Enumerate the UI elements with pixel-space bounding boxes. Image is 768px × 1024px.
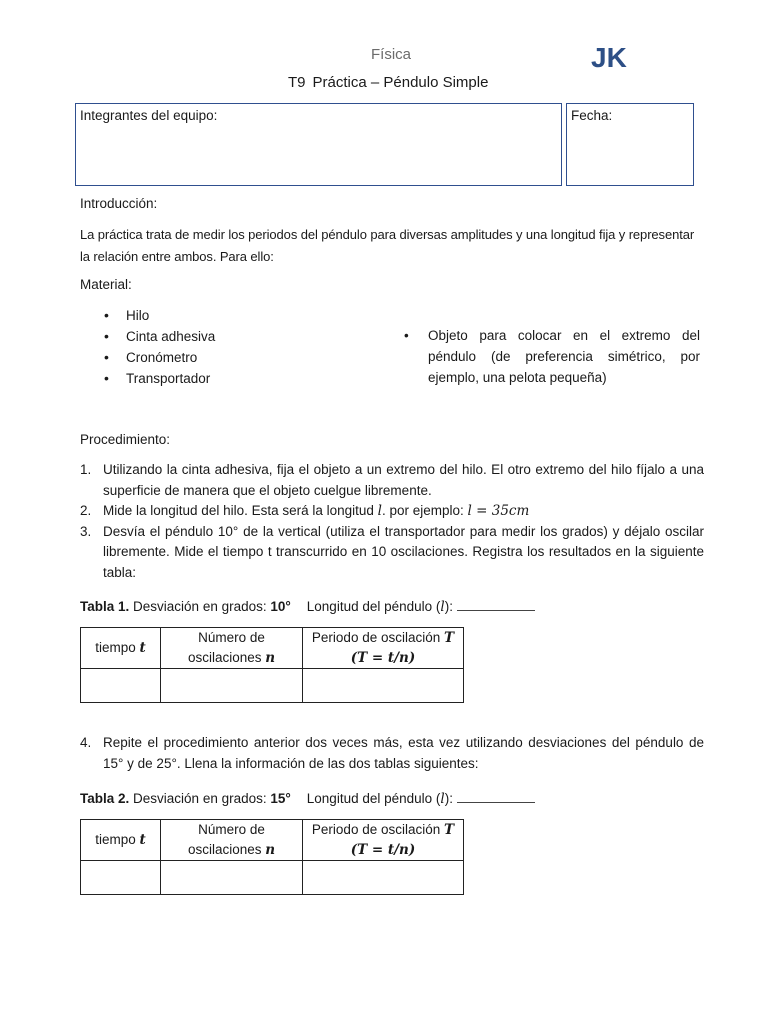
table-header-row xyxy=(81,628,464,669)
table1-length-end: ): xyxy=(444,599,453,614)
procedure-step xyxy=(80,733,704,774)
time-header: tiempo t xyxy=(81,628,161,669)
table2-caption xyxy=(80,790,535,807)
list-item: • Transportador xyxy=(82,368,382,389)
step-number: 4. xyxy=(80,735,92,750)
table2-length-var: l xyxy=(440,791,445,807)
list-item: • Cinta adhesiva xyxy=(82,326,382,347)
step-number: 3. xyxy=(80,523,92,539)
brand-logo xyxy=(591,42,635,72)
oscillations-header: Número de oscilaciones n xyxy=(161,628,303,669)
time-cell[interactable] xyxy=(81,669,161,703)
table1 xyxy=(80,627,464,703)
logo-text: JK xyxy=(591,42,627,72)
step-text: Utilizando la cinta adhesiva, fija el objeto a un extremo del hilo. El otro extremo del hilo fíjalo a una superficie de manera que el objeto cuelgue libremente. xyxy=(103,462,704,498)
table2-label: Tabla 2. xyxy=(80,791,130,806)
table2-deviation-label: Desviación en grados: xyxy=(129,791,271,806)
procedure-steps-continued xyxy=(80,733,704,774)
team-members-label: Integrantes del equipo: xyxy=(80,108,218,123)
team-members-field[interactable] xyxy=(75,103,562,186)
step-number: 1. xyxy=(80,462,92,477)
period-header: Periodo de oscilación T (T = t/n) xyxy=(303,628,464,669)
step-text: Desvía el péndulo 10° de la vertical (utiliza el transportador para medir los grados) y déjalo oscilar libremente. Mide el tiempo t transcurrido en 10 oscilaciones. Registra los resultados en la siguiente tabla: xyxy=(103,523,704,580)
table1-length-var: l xyxy=(440,599,445,615)
table2-length-label: Longitud del péndulo ( xyxy=(306,791,441,806)
material-list-right xyxy=(404,325,700,388)
table2-length-end: ): xyxy=(444,791,453,806)
procedure-step xyxy=(80,501,704,522)
table1-length-label: Longitud del péndulo ( xyxy=(306,599,441,614)
subject-label: Física xyxy=(370,46,411,63)
material-list xyxy=(82,305,382,389)
step-text: Repite el procedimiento anterior dos veces más, esta vez utilizando desviaciones del péndulo de 15° y de 25°. Llena la información de las dos tablas siguientes: xyxy=(103,735,704,771)
time-header: tiempo t xyxy=(81,820,161,861)
page-title xyxy=(288,74,488,91)
title-text: Práctica – Péndulo Simple xyxy=(312,74,489,91)
title-code: T9 xyxy=(288,74,306,91)
procedure-steps xyxy=(80,460,704,583)
table2-length-blank[interactable] xyxy=(457,790,535,803)
bullet-icon: • xyxy=(404,328,409,343)
list-item: • Hilo xyxy=(82,305,382,326)
table-row xyxy=(81,861,464,895)
procedure-heading: Procedimiento: xyxy=(80,432,171,447)
table2-deviation: 15° xyxy=(270,791,291,806)
table-row xyxy=(81,669,464,703)
oscillations-cell[interactable] xyxy=(161,861,303,895)
material-heading: Material: xyxy=(80,277,132,292)
period-cell[interactable] xyxy=(303,861,464,895)
procedure-step xyxy=(80,460,704,501)
date-label: Fecha: xyxy=(571,108,613,123)
table-header-row xyxy=(81,820,464,861)
oscillations-cell[interactable] xyxy=(161,669,303,703)
intro-heading: Introducción: xyxy=(80,196,158,211)
table1-length-blank[interactable] xyxy=(457,598,535,611)
table2 xyxy=(80,819,464,895)
length-variable: l xyxy=(377,503,382,519)
table1-deviation: 10° xyxy=(270,599,291,614)
step-text: Mide la longitud del hilo. Esta será la longitud xyxy=(103,503,378,518)
step-text: . por ejemplo: xyxy=(382,503,468,518)
period-header: Periodo de oscilación T (T = t/n) xyxy=(303,820,464,861)
table1-label: Tabla 1. xyxy=(80,599,130,614)
intro-text: La práctica trata de medir los periodos del péndulo para diversas amplitudes y una longitud fija y representar la relación entre ambos. Para ello: xyxy=(80,227,695,264)
procedure-step xyxy=(80,522,704,584)
length-equation: l = 35cm xyxy=(467,503,530,519)
table1-caption xyxy=(80,598,535,615)
list-item: • Cronómetro xyxy=(82,347,382,368)
oscillations-header: Número de oscilaciones n xyxy=(161,820,303,861)
step-number: 2. xyxy=(80,503,92,518)
period-cell[interactable] xyxy=(303,669,464,703)
table1-deviation-label: Desviación en grados: xyxy=(129,599,271,614)
time-cell[interactable] xyxy=(81,861,161,895)
list-item: Objeto para colocar en el extremo del péndulo (de preferencia simétrico, por ejemplo, una pelota pequeña) xyxy=(428,328,700,385)
date-field[interactable] xyxy=(566,103,694,186)
